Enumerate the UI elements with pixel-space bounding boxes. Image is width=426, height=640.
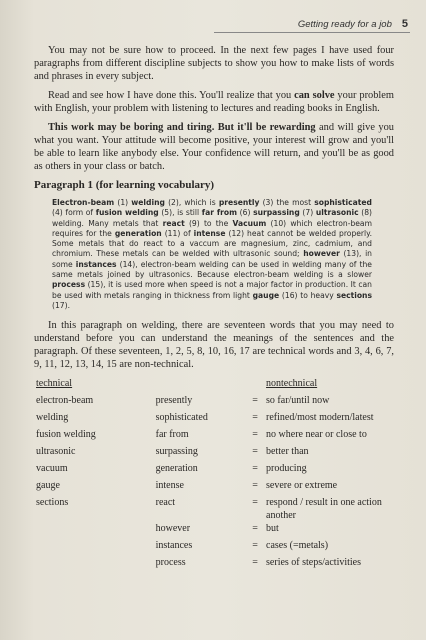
nontechnical-word: instances bbox=[155, 540, 193, 552]
word-meaning: series of steps/activities bbox=[266, 557, 362, 569]
technical-term: fusion welding bbox=[36, 429, 96, 441]
paragraph-text: (3) the most bbox=[259, 198, 315, 207]
table-row bbox=[36, 496, 394, 522]
paragraph-text: (8) welding. Many metals that bbox=[52, 208, 372, 228]
technical-term: welding bbox=[36, 412, 69, 424]
table-row bbox=[36, 539, 394, 556]
page-number: 5 bbox=[401, 18, 408, 30]
table-row bbox=[36, 522, 394, 539]
nontechnical-word: far from bbox=[155, 429, 189, 441]
section-heading: Paragraph 1 (for learning vocabulary) bbox=[34, 179, 215, 191]
nontechnical-header: nontechnical bbox=[266, 378, 318, 390]
keyword: generation bbox=[114, 228, 162, 238]
paragraph-text: (12) heat cannot be welded properly. Some metals that do react to a vaccum are magnesium, zinc, cadmium, and chromium. These metals can be welded with ultrasonic sound; bbox=[52, 228, 372, 259]
nontechnical-word: process bbox=[155, 557, 186, 569]
keyword: Vacuum bbox=[232, 218, 267, 228]
technical-term: ultrasonic bbox=[36, 446, 76, 458]
keyword: Electron-beam bbox=[52, 198, 115, 207]
keyword: ultrasonic bbox=[315, 208, 359, 218]
paragraph-text: (7) bbox=[299, 208, 316, 218]
equals-sign: = bbox=[252, 523, 258, 535]
word-meaning: so far/until now bbox=[266, 395, 330, 407]
paragraph-text: (14), electron-beam welding can be used in welding many of the same metals joined by ultrasonics. Because electron-beam welding is a slower bbox=[52, 259, 372, 280]
page-content bbox=[34, 44, 394, 573]
paragraph-text: (13), in some bbox=[52, 249, 372, 269]
equals-sign: = bbox=[252, 557, 258, 569]
paragraph-text: (5), is still bbox=[158, 208, 202, 218]
nontechnical-word: intense bbox=[155, 480, 184, 492]
running-header bbox=[298, 18, 408, 30]
intro-paragraph-3: This work may be boring and tiring. But it'll be rewarding and will give you what you want. Your attitude will become positive, your interest will grow and you'll be able to learn like anybody else. Your confidence will return, and you'll be as good as others in your class or batch. bbox=[34, 122, 394, 172]
equals-sign: = bbox=[252, 395, 258, 407]
technical-term bbox=[36, 522, 156, 539]
technical-term: vacuum bbox=[36, 463, 68, 475]
table-row bbox=[36, 411, 394, 428]
equals-sign: = bbox=[252, 497, 258, 509]
keyword: welding bbox=[131, 198, 165, 207]
keyword: intense bbox=[193, 228, 226, 238]
table-row bbox=[36, 556, 394, 573]
nontechnical-word: surpassing bbox=[155, 446, 198, 458]
technical-term bbox=[36, 539, 156, 556]
technical-term: gauge bbox=[36, 480, 60, 492]
paragraph-text: (6) bbox=[237, 208, 254, 218]
paragraph-text: (1) bbox=[114, 198, 132, 207]
keyword: gauge bbox=[252, 290, 280, 300]
intro-paragraph-2: Read and see how I have done this. You'll realize that you can solve your problem with English, your problem with listening to lectures and reading books in English. bbox=[34, 90, 394, 114]
keyword: presently bbox=[218, 198, 260, 207]
keyword: far from bbox=[201, 208, 238, 218]
word-meaning: better than bbox=[266, 446, 309, 458]
keyword: surpassing bbox=[253, 208, 300, 218]
word-meaning: respond / result in one action another bbox=[266, 497, 382, 522]
table-row bbox=[36, 445, 394, 462]
paragraph-text: (15), it is used more when speed is not a major factor in production. It can be used with metals ranging in thickness from light bbox=[52, 280, 372, 300]
equals-sign: = bbox=[252, 480, 258, 492]
equals-sign: = bbox=[252, 463, 258, 475]
intro-paragraph-1: You may not be sure how to proceed. In the next few pages I have used four paragraphs from different discipline subjects to show you how to make lists of words and phrases in every subject. bbox=[34, 45, 394, 82]
word-meaning: refined/most modern/latest bbox=[266, 412, 374, 424]
technical-term: electron-beam bbox=[36, 395, 94, 407]
header-title: Getting ready for a job bbox=[297, 19, 392, 30]
keyword: process bbox=[52, 280, 86, 290]
paragraph-text: (4) form of bbox=[52, 208, 96, 218]
table-row bbox=[36, 394, 394, 411]
keyword: fusion welding bbox=[95, 208, 159, 218]
keyword: sections bbox=[336, 290, 372, 300]
paragraph-text: (10) which electron-beam requires for the bbox=[52, 218, 372, 238]
keyword: react bbox=[162, 218, 185, 228]
paragraph-text: (9) to the bbox=[184, 218, 233, 228]
equals-sign: = bbox=[252, 446, 258, 458]
table-row bbox=[36, 479, 394, 496]
table-row bbox=[36, 462, 394, 479]
nontechnical-word: presently bbox=[155, 395, 193, 407]
paragraph-text: (16) to heavy bbox=[279, 290, 337, 300]
technical-term bbox=[36, 556, 156, 573]
paragraph-text: (2), which is bbox=[164, 198, 219, 207]
word-meaning: producing bbox=[266, 463, 307, 475]
equals-sign: = bbox=[252, 412, 258, 424]
equals-sign: = bbox=[252, 429, 258, 441]
nontechnical-word: react bbox=[155, 497, 176, 509]
paragraph-text: (11) of bbox=[161, 228, 194, 238]
welding-paragraph bbox=[52, 198, 372, 311]
word-meaning: but bbox=[266, 523, 279, 535]
keyword: sophisticated bbox=[314, 198, 372, 207]
table-row bbox=[36, 428, 394, 445]
nontechnical-word: however bbox=[155, 523, 191, 535]
explanation-paragraph: In this paragraph on welding, there are seventeen words that you may need to understand before you can understand the meanings of the sentences and the paragraph. Of these seventeen, 1, 2, 5, 8, 10, 16, 17 are technical words and 3, 4, 6, 7, 9, 11, 12, 13, 14, 15 are non-technical. bbox=[34, 320, 394, 371]
technical-header: technical bbox=[36, 378, 73, 390]
nontechnical-word: generation bbox=[155, 463, 198, 475]
word-meaning: cases (=metals) bbox=[266, 540, 329, 552]
nontechnical-word: sophisticated bbox=[155, 412, 208, 424]
technical-term: sections bbox=[36, 497, 69, 509]
equals-sign: = bbox=[252, 540, 258, 552]
vocabulary-table bbox=[36, 377, 394, 573]
paragraph-text: (17). bbox=[52, 300, 71, 310]
keyword: instances bbox=[75, 259, 117, 269]
header-divider bbox=[214, 32, 410, 33]
word-meaning: no where near or close to bbox=[266, 429, 367, 441]
keyword: however bbox=[303, 249, 340, 259]
word-meaning: severe or extreme bbox=[266, 480, 338, 492]
